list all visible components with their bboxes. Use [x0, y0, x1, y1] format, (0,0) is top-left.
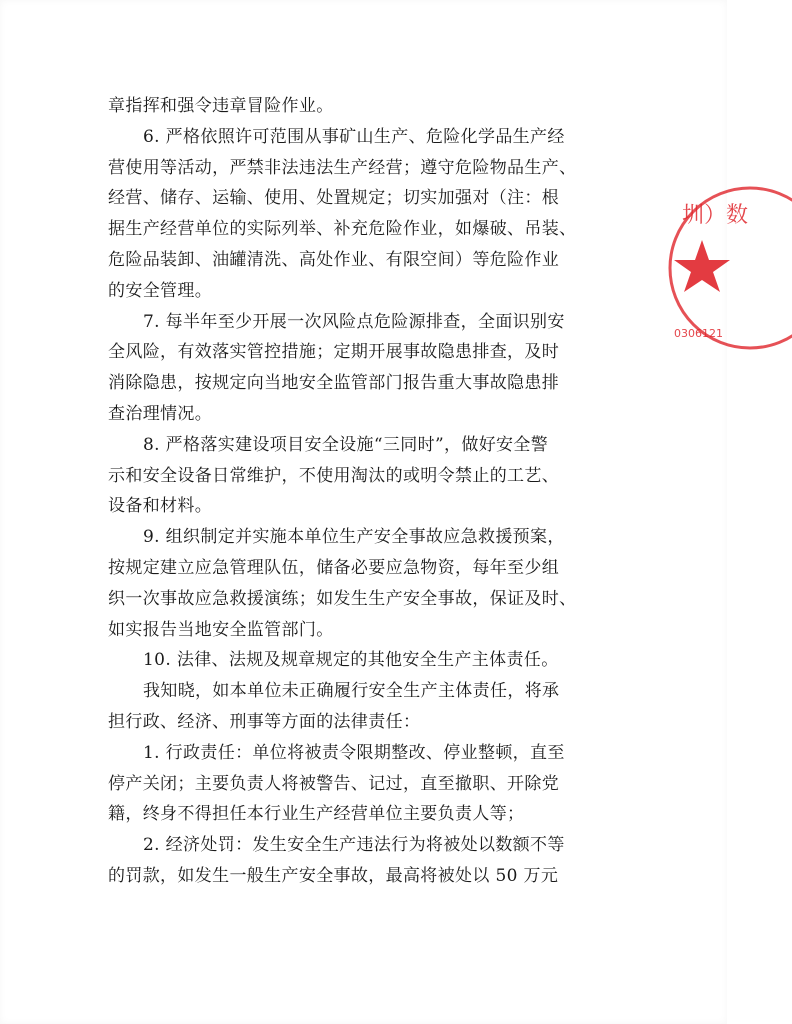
- document-line: 营使用等活动，严禁非法违法生产经营；遵守危险物品生产、: [108, 157, 577, 178]
- seal-text-top: 圳）数: [682, 203, 749, 228]
- document-body: [108, 91, 613, 892]
- document-line: 如实报告当地安全监管部门。: [108, 619, 334, 640]
- document-line: 经营、储存、运输、使用、处置规定；切实加强对（注：根: [108, 188, 560, 209]
- document-line: 担行政、经济、刑事等方面的法律责任：: [108, 711, 421, 732]
- document-line: 9. 组织制定并实施本单位生产安全事故应急救援预案，: [143, 527, 565, 548]
- document-line: 2. 经济处罚：发生安全生产违法行为将被处以数额不等: [143, 835, 565, 856]
- seal-text-bottom: 0306121: [674, 327, 723, 340]
- document-line: 8. 严格落实建设项目安全设施“三同时”，做好安全警: [143, 434, 549, 455]
- document-line: 示和安全设备日常维护，不使用淘汰的或明令禁止的工艺、: [108, 465, 560, 486]
- document-line: 据生产经营单位的实际列举、补充危险作业，如爆破、吊装、: [108, 219, 577, 240]
- document-line: 10. 法律、法规及规章规定的其他安全生产主体责任。: [143, 650, 559, 671]
- document-line: 危险品装卸、油罐清洗、高处作业、有限空间）等危险作业: [108, 249, 560, 270]
- document-line: 章指挥和强令违章冒险作业。: [108, 96, 334, 116]
- document-line: 全风险，有效落实管控措施；定期开展事故隐患排查，及时: [108, 342, 560, 363]
- seal-star-icon: [674, 240, 730, 292]
- document-line: 消除隐患，按规定向当地安全监管部门报告重大事故隐患排: [108, 373, 560, 394]
- document-line: 按规定建立应急管理队伍，储备必要应急物资，每年至少组: [108, 557, 560, 578]
- document-line: 籍，终身不得担任本行业生产经营单位主要负责人等；: [108, 804, 525, 825]
- document-line: 设备和材料。: [108, 496, 213, 517]
- document-line: 7. 每半年至少开展一次风险点危险源排查，全面识别安: [143, 311, 565, 332]
- document-line: 6. 严格依照许可范围从事矿山生产、危险化学品生产经: [143, 126, 565, 147]
- document-line: 查治理情况。: [108, 403, 213, 424]
- company-seal: [662, 170, 792, 370]
- document-line: 我知晓，如本单位未正确履行安全生产主体责任，将承: [143, 681, 560, 702]
- document-line: 的罚款，如发生一般生产安全事故，最高将被处以 50 万元: [108, 865, 559, 886]
- document-line: 1. 行政责任：单位将被责令限期整改、停业整顿，直至: [143, 742, 565, 763]
- document-line: 的安全管理。: [108, 280, 213, 301]
- document-line: 织一次事故应急救援演练；如发生生产安全事故，保证及时、: [108, 588, 577, 609]
- document-line: 停产关闭；主要负责人将被警告、记过，直至撤职、开除党: [108, 773, 560, 794]
